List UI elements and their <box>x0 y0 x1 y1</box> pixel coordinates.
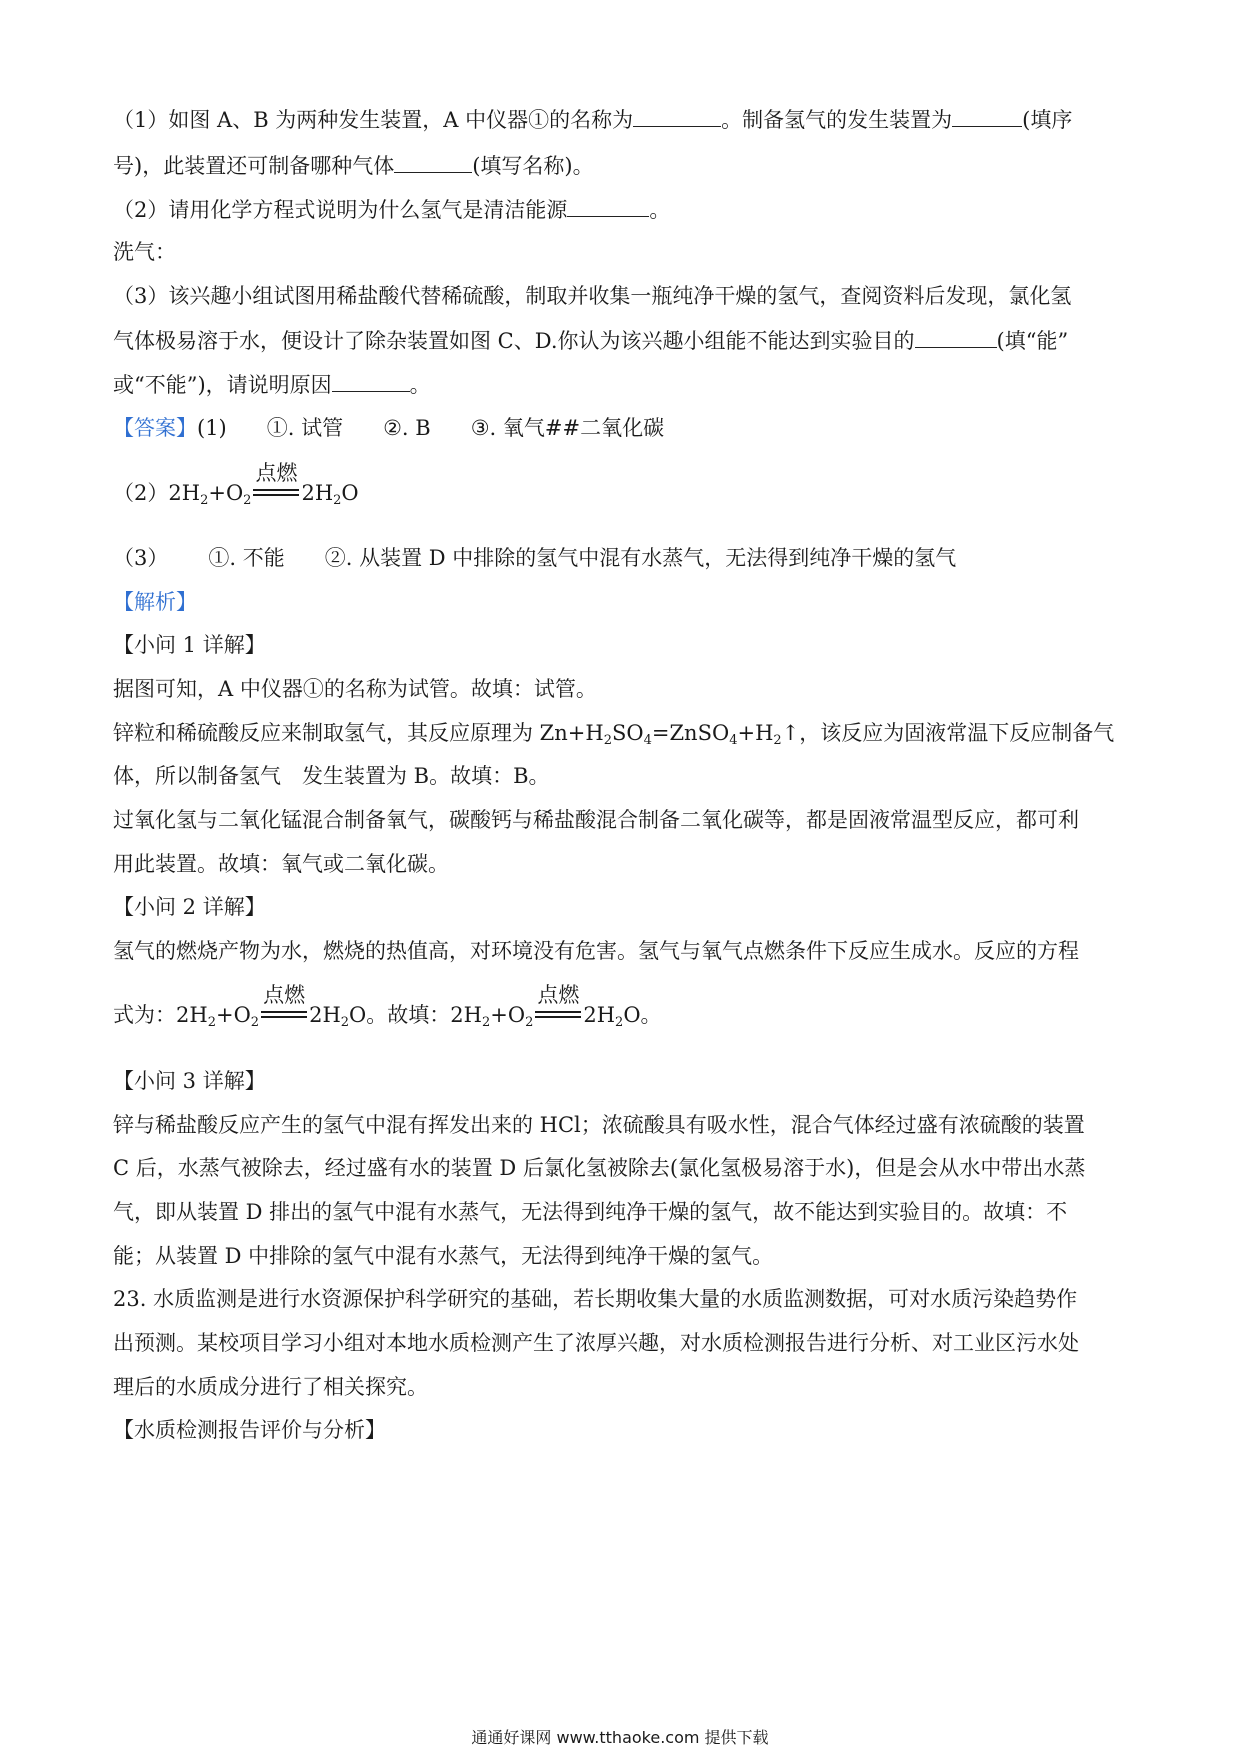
blank-instrument-name[interactable] <box>633 104 721 127</box>
q23-line3: 理后的水质成分进行了相关探究。 <box>113 1375 428 1399</box>
answer-part2: $(2)2H_2+O_2$ 点燃 $2H_2O$ <box>113 460 359 508</box>
answer-part3: （3） ①. 不能 ②. 从装置 D 中排除的氢气中混有水蒸气，无法得到纯净干燥的氢气 <box>113 546 957 570</box>
analysis-label: 【解析】 <box>113 590 197 614</box>
reaction-equals-sign: 点燃 <box>259 1002 309 1032</box>
q3-line3: 或“不能”)，请说明原因 。 <box>113 369 1127 400</box>
equation-reactants: $2H_2+O_2$ <box>168 481 252 508</box>
reaction-equals-sign: 点燃 <box>533 1002 583 1032</box>
blank-gas-name[interactable] <box>394 150 472 173</box>
blank-can-or-cannot[interactable] <box>915 325 997 348</box>
q2-line: （2）请用化学方程式说明为什么氢气是清洁能源 。 <box>113 194 1127 225</box>
blank-equation[interactable] <box>567 194 649 217</box>
sub1-line2: 锌粒和稀硫酸反应来制取氢气，其反应原理为 $Zn+H_2SO_4=ZnSO_4+H_2↑$，该反应为固液常温下反应制备气 <box>113 721 1115 748</box>
sub3-line3: 气，即从装置 D 排出的氢气中混有水蒸气，无法得到纯净干燥的氢气，故不能达到实验目的。故填：不 <box>113 1200 1068 1224</box>
blank-device-letter[interactable] <box>952 104 1022 127</box>
sub2-line1: 氢气的燃烧产物为水，燃烧的热值高，对环境没有危害。氢气与氧气点燃条件下反应生成水。反应的方程 <box>113 939 1079 963</box>
equation-reactants: $2H_2+O_2$ <box>176 1003 260 1030</box>
blank-reason[interactable] <box>332 369 410 392</box>
q1-line2: 号)，此装置还可制备哪种气体 (填写名称)。 <box>113 150 1127 181</box>
equation-reactants: $2H_2+O_2$ <box>450 1003 534 1030</box>
answer-part1: 【答案】(1) ①. 试管 ②. B ③. 氧气##二氧化碳 <box>113 416 665 440</box>
q23-line2: 出预测。某校项目学习小组对本地水质检测产生了浓厚兴趣，对水质检测报告进行分析、对工业区污水处 <box>113 1331 1079 1355</box>
sub1-line4: 过氧化氢与二氧化锰混合制备氧气，碳酸钙与稀盐酸混合制备二氧化碳等，都是固液常温型反应，都可利 <box>113 808 1079 832</box>
sub3-title: 【小问 3 详解】 <box>113 1069 266 1093</box>
sub3-line4: 能；从装置 D 中排除的氢气中混有水蒸气，无法得到纯净干燥的氢气。 <box>113 1244 774 1268</box>
q23-section-title: 【水质检测报告评价与分析】 <box>113 1418 386 1442</box>
reaction-equals-sign: 点燃 <box>251 480 301 510</box>
sub2-title: 【小问 2 详解】 <box>113 895 266 919</box>
equation-product: $2H_2O$ <box>301 481 359 508</box>
page-footer[interactable]: 通通好课网 www.tthaoke.com 提供下载 <box>471 1728 769 1747</box>
sub1-line1: 据图可知，A 中仪器①的名称为试管。故填：试管。 <box>113 677 597 701</box>
sub1-title: 【小问 1 详解】 <box>113 633 266 657</box>
sub2-line2: 式为：$2H_2+O_2$ 点燃 $2H_2O$。故填：$2H_2+O_2$ 点燃 $2H_2O$。 <box>113 982 662 1030</box>
sub3-line1: 锌与稀盐酸反应产生的氢气中混有挥发出来的 HCl；浓硫酸具有吸水性，混合气体经过盛有浓硫酸的装置 <box>113 1113 1085 1137</box>
wash-label: 洗气： <box>113 240 176 264</box>
answer-label: 【答案】 <box>113 416 197 440</box>
q3-line1: （3）该兴趣小组试图用稀盐酸代替稀硫酸，制取并收集一瓶纯净干燥的氢气，查阅资料后发现，氯化氢 <box>113 284 1072 308</box>
sub1-line3: 体，所以制备氢气 发生装置为 B。故填：B。 <box>113 764 550 788</box>
q3-line2: 气体极易溶于水，便设计了除杂装置如图 C、D.你认为该兴趣小组能不能达到实验目的 (填“能” <box>113 325 1127 356</box>
equation-product: $2H_2O$ <box>583 1003 641 1030</box>
sub1-line5: 用此装置。故填：氧气或二氧化碳。 <box>113 852 449 876</box>
sub3-line2: C 后，水蒸气被除去，经过盛有水的装置 D 后氯化氢被除去(氯化氢极易溶于水)，但是会从水中带出水蒸 <box>113 1156 1086 1180</box>
q1-line1: （1）如图 A、B 为两种发生装置，A 中仪器①的名称为 。制备氢气的发生装置为 (填序 <box>113 104 1127 135</box>
q23-line1: 23. 水质监测是进行水资源保护科学研究的基础，若长期收集大量的水质监测数据，可对水质污染趋势作 <box>113 1287 1078 1311</box>
equation-product: $2H_2O$ <box>309 1003 367 1030</box>
